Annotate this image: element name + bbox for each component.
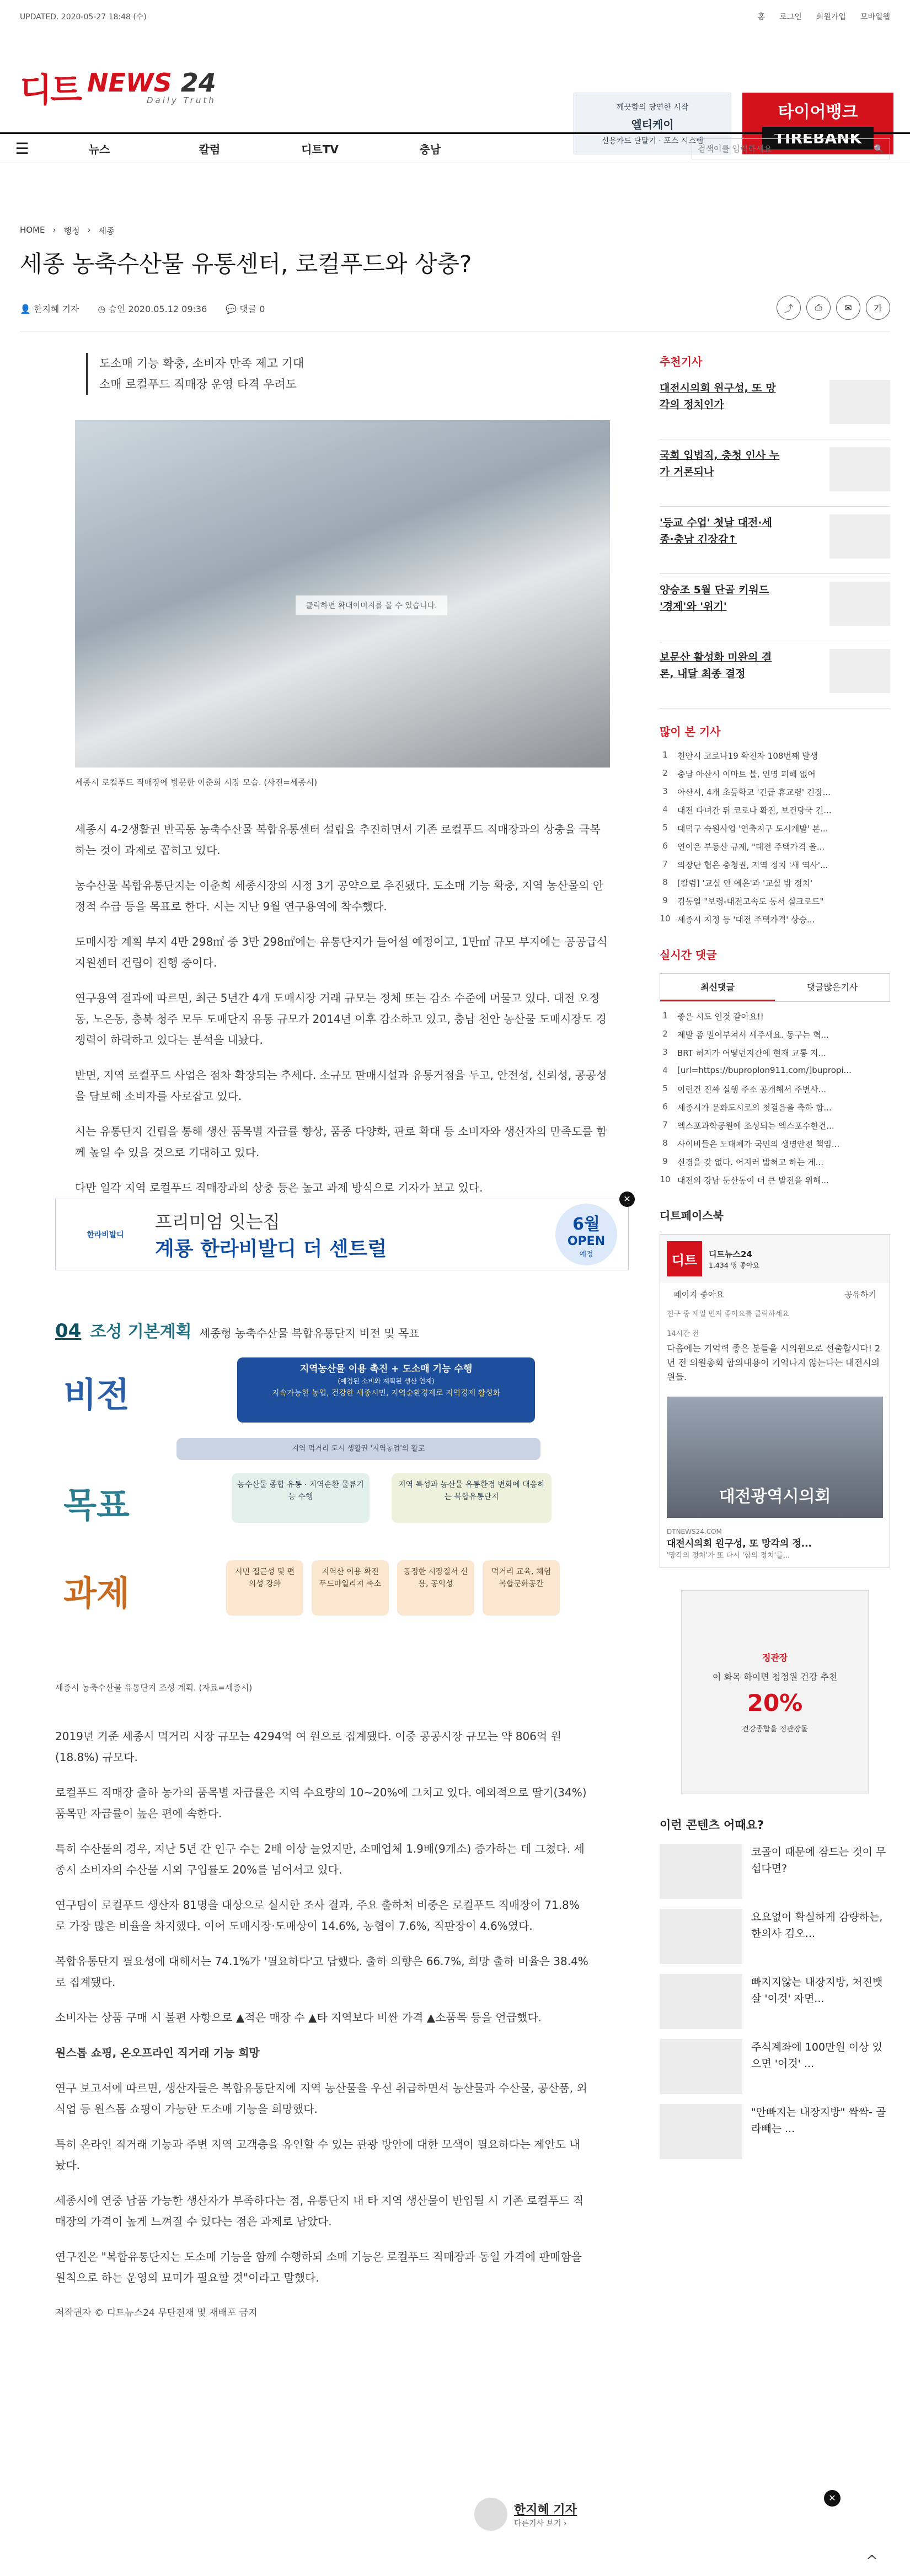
vision-box: 지역농산물 이용 촉진 + 도소매 기능 수행 (예정된 소비와 계획된 생산 연계) 지속가능한 농업, 건강한 세종시민, 지역순환경제로 지역경제 활성화 bbox=[237, 1357, 535, 1423]
diagram-caption: 세종시 농축수산물 유통단지 조성 계획. (자료=세종시) bbox=[55, 1683, 253, 1693]
list-item[interactable]: 2 충남 아산시 이마트 불, 인명 피해 없어 bbox=[662, 768, 816, 779]
sidebar bbox=[660, 353, 890, 2169]
diagram-title: 04 조성 기본계획 세종형 농축수산물 복합유통단지 비전 및 목표 bbox=[55, 1320, 420, 1342]
ad-ltk-name: 엘티케이 bbox=[631, 117, 674, 131]
paragraph: 연구 보고서에 따르면, 생산자들은 복합유통단지에 지역 농산물을 우선 취급하면서 농산물과 수산물, 공산품, 외식업 등 원스톱 쇼핑이 가능한 도소매 기능을 희망했다. bbox=[55, 2081, 587, 2116]
list-item[interactable]: 1 천안시 코로나19 확진자 108번째 발생 bbox=[662, 750, 818, 761]
approved-date: ◷ 승인 2020.05.12 09:36 bbox=[98, 304, 207, 314]
nav-item-dttv[interactable]: 디트TV bbox=[301, 142, 339, 156]
subhead-line: 소매 로컬푸드 직매장 운영 타격 우려도 bbox=[99, 378, 297, 391]
list-item[interactable]: 6 세종시가 문화도시로의 첫걸음을 축하 합... bbox=[662, 1102, 832, 1113]
plan-diagram bbox=[55, 1318, 596, 1660]
clock-icon: ◷ bbox=[98, 304, 106, 314]
list-item[interactable]: 5 이런건 진짜 실행 주소 공개해서 주변사... bbox=[662, 1083, 826, 1094]
thumbnail bbox=[829, 514, 890, 559]
paragraph: 반면, 지역 로컬푸드 사업은 점차 확장되는 추세다. 소규모 판매시설과 유통거점을 두고, 안전성, 신뢰성, 공공성을 담보해 소비자를 사로잡고 있다. bbox=[75, 1069, 607, 1103]
thumbnail bbox=[660, 2039, 742, 2094]
thumbnail bbox=[660, 1909, 742, 1964]
thumbnail bbox=[829, 380, 890, 424]
share-icon[interactable]: ⤴ bbox=[777, 296, 801, 320]
reporter-card bbox=[474, 2498, 577, 2531]
hamburger-menu-icon[interactable]: ☰ bbox=[15, 139, 29, 158]
paragraph: 다만 일각 지역 로컬푸드 직매장과의 상충 등은 높고 과제 방식으로 기자가 보고 있다. bbox=[75, 1181, 483, 1194]
recommend-title: 이런 콘텐츠 어때요? bbox=[660, 1818, 764, 1832]
author-byline: 👤 한지혜 기자 bbox=[20, 304, 79, 314]
paragraph: 세종시에 연중 납품 가능한 생산자가 부족하다는 점, 유통단지 내 타 지역 생산물이 반입될 시 기존 로컬푸드 직매장의 가격이 높게 느껴질 수 있다는 점은 과제로 남았다. bbox=[55, 2194, 584, 2228]
realtime-comment-title: 실시간 댓글 bbox=[660, 948, 717, 962]
updated-timestamp: UPDATED. 2020-05-27 18:48 (수) bbox=[20, 13, 147, 22]
paragraph: 복합유통단지 필요성에 대해서는 74.1%가 '필요하다'고 답했다. 출하 의향은 66.7%, 희망 출하 비율은 38.4%로 집계됐다. bbox=[55, 1955, 588, 1989]
fb-post-time: 14시간 전 bbox=[667, 1330, 699, 1338]
site-logo[interactable] bbox=[20, 64, 216, 111]
font-size-icon[interactable]: 가 bbox=[866, 296, 890, 320]
fb-link-domain: DTNEWS24.COM bbox=[667, 1528, 722, 1536]
paragraph: 시는 유통단지 건립을 통해 생산 품목별 자급률 향상, 품종 다양화, 판로 확대 등 소비자와 생산자의 만족도를 함께 높일 수 있을 것으로 기대하고 있다. bbox=[75, 1125, 607, 1159]
paragraph: 도매시장 계획 부지 4만 298㎡ 중 3만 298㎡에는 유통단지가 들어설 예정이고, 1만㎡ 규모 부지에는 공공급식지원센터 건립이 진행 중이다. bbox=[75, 935, 608, 969]
ad-line2: 계룡 한라비발디 더 센트럴 bbox=[155, 1237, 387, 1260]
task-box-4: 먹거리 교육, 체험 복합문화공간 bbox=[483, 1560, 560, 1616]
search-icon[interactable]: 🔍 bbox=[874, 144, 884, 154]
list-item[interactable]: 7 의장단 협은 충청권, 지역 정치 '새 역사'... bbox=[662, 859, 828, 870]
recommend-section bbox=[660, 1816, 890, 2159]
breadcrumb-subsection[interactable]: 세종 bbox=[98, 226, 115, 236]
paragraph: 연구진은 "복합유통단지는 도소매 기능을 함께 수행하되 소매 기능은 로컬푸드 직매장과 동일 가격에 판매함을 원칙으로 하는 운영의 묘미가 필요할 것"이라고 말했다. bbox=[55, 2250, 582, 2284]
paragraph: 연구팀이 로컬푸드 생산자 81명을 대상으로 실시한 조사 결과, 주요 출하처 비중은 로컬푸드 직매장이 71.8%로 가장 많은 비율을 차지했다. 이어 도매시장·도매상이 14.6%, 농협이 7.6%, 직판장이 4.6%였다. bbox=[55, 1898, 580, 1933]
list-item[interactable]: 요요없이 확실하게 감량하는, 한의사 김오... bbox=[660, 1909, 890, 1964]
logo-korean: 디트 bbox=[20, 71, 81, 110]
arrow-band: 지역 먹거리 도시 생활권 '지역농업'의 활로 bbox=[176, 1438, 540, 1460]
list-item[interactable]: 주식계좌에 100만원 이상 있으면 '이것' ... bbox=[660, 2039, 890, 2094]
chevron-right-icon: › bbox=[87, 225, 91, 235]
paragraph: 세종시 4-2생활권 반곡동 농축수산물 복합유통센터 설립을 추진하면서 기존 로컬푸드 직매장과의 상충을 극복하는 것이 과제로 꼽히고 있다. bbox=[75, 823, 601, 857]
tab-latest-comments[interactable]: 최신댓글 bbox=[660, 974, 775, 1001]
fb-post-text: 다음에는 기억력 좋은 분들을 시의원으로 선출합시다! 2년 전 의원총회 합의내용이 기억나지 않는다는 대전시의원들. bbox=[667, 1343, 881, 1382]
recommended-item[interactable]: 양승조 5월 단골 키워드 '경제'와 '위기' bbox=[660, 582, 890, 641]
recommended-item[interactable]: 대전시의회 원구성, 또 망각의 정치인가 bbox=[660, 380, 890, 439]
article-meta bbox=[20, 302, 265, 315]
copyright-notice: 저작권자 © 디트뉴스24 무단전재 및 재배포 금지 bbox=[55, 2307, 258, 2319]
login-link[interactable]: 로그인 bbox=[779, 13, 802, 22]
popular-list bbox=[660, 750, 890, 932]
tab-most-commented[interactable]: 댓글많은기사 bbox=[806, 982, 858, 992]
header bbox=[0, 33, 910, 147]
list-item[interactable]: 8 [칼럼] '교실 안 에온'과 '교실 밖 정치' bbox=[662, 877, 813, 888]
avatar bbox=[474, 2498, 507, 2531]
fb-post-image[interactable]: 대전광역시의회 bbox=[667, 1397, 883, 1518]
ad-ltk-line2: 신용카드 단말기 · 포스 시스템 bbox=[601, 136, 704, 146]
top-utility-bar bbox=[0, 0, 910, 33]
home-link[interactable]: 홈 bbox=[757, 13, 766, 22]
article-body bbox=[20, 353, 627, 1212]
nav-item-news[interactable]: 뉴스 bbox=[88, 142, 110, 156]
fb-like-page-button[interactable]: 페이지 좋아요 bbox=[673, 1290, 724, 1300]
comment-tabs bbox=[660, 973, 890, 1002]
ad-brand: 한라비발디 bbox=[87, 1231, 124, 1239]
list-item[interactable]: 2 제발 좀 밀어부쳐서 세주세요. 동구는 혁... bbox=[662, 1029, 829, 1040]
label-vision: 비전 bbox=[63, 1375, 130, 1415]
thumbnail bbox=[829, 649, 890, 693]
thumbnail bbox=[660, 1974, 742, 2029]
list-item[interactable]: 7 엑스포과학공원에 조성되는 엑스포수한건... bbox=[662, 1120, 834, 1131]
ad-open-badge: 6월 OPEN 예정 bbox=[555, 1204, 617, 1265]
paragraph: 특히 온라인 직거래 기능과 주변 지역 고객층을 유인할 수 있는 관광 방안에 대한 모색이 필요하다는 제안도 내놨다. bbox=[55, 2138, 580, 2172]
close-icon[interactable]: ✕ bbox=[824, 2490, 841, 2507]
inline-ad-banner[interactable] bbox=[55, 1194, 631, 1270]
main-nav bbox=[0, 132, 910, 163]
list-item[interactable]: 6 연이은 부동산 규제, "대전 주택가격 올... bbox=[662, 841, 825, 852]
paragraph: 소비자는 상품 구매 시 불편 사항으로 ▲적은 매장 수 ▲타 지역보다 비싼 가격 ▲소품목 등을 언급했다. bbox=[55, 2011, 542, 2024]
list-item[interactable]: 4 대전 다녀간 뒤 코로나 확진, 보건당국 긴... bbox=[662, 804, 832, 815]
fb-page-logo[interactable]: 디트 bbox=[667, 1241, 702, 1276]
goal-box-2: 지역 특성과 농산물 유통환경 변화에 대응하는 복합유통단지 bbox=[392, 1473, 552, 1523]
goal-box-1: 농수산물 종합 유통 · 지역순환 물류기능 수행 bbox=[232, 1473, 370, 1523]
user-icon: 👤 bbox=[20, 304, 31, 314]
fb-page-name[interactable]: 디트뉴스24 bbox=[709, 1249, 752, 1259]
list-item[interactable]: 3 BRT 허지가 어떻던지간에 현재 교통 지... bbox=[662, 1047, 826, 1058]
fb-link-title[interactable]: 대전시의회 원구성, 또 망각의 정... bbox=[667, 1538, 812, 1549]
list-item[interactable]: 10 세종시 지정 등 '대전 주택가격' 상승... bbox=[660, 914, 815, 925]
article-tools bbox=[777, 296, 890, 320]
thumbnail bbox=[829, 447, 890, 491]
breadcrumb-home[interactable]: HOME bbox=[20, 225, 45, 235]
nav-item-chungnam[interactable]: 충남 bbox=[419, 142, 441, 156]
section-heading: 원스톱 쇼핑, 온오프라인 직거래 기능 희망 bbox=[55, 2046, 260, 2059]
ad-sub: 건강종합을 정관장몰 bbox=[741, 1725, 809, 1734]
close-icon[interactable]: ✕ bbox=[619, 1192, 635, 1207]
list-item[interactable]: 빠지지않는 내장지방, 처진뱃살 '이것' 자면... bbox=[660, 1974, 890, 2029]
comment-count[interactable]: 💬 댓글 0 bbox=[226, 304, 265, 314]
paragraph: 로컬푸드 직매장 출하 농가의 품목별 자급률은 지역 수요량의 10~20%에 그치고 있다. 예외적으로 딸기(34%) 품목만 자급률이 높은 편에 속한다. bbox=[55, 1786, 587, 1820]
print-icon[interactable]: ⎙ bbox=[806, 296, 831, 320]
list-item[interactable]: 5 대덕구 숙원사업 '연축지구 도시개발' 본... bbox=[662, 823, 828, 834]
photo-zoom-hint: 클릭하면 확대이미지를 볼 수 있습니다. bbox=[296, 595, 447, 615]
list-item[interactable]: 4 [url=https://buproplon911.com/]bupropi... bbox=[662, 1065, 852, 1075]
reporter-more-link[interactable]: 다른기사 보기 › bbox=[514, 2519, 567, 2528]
task-box-3: 공정한 시장질서 신용, 공익성 bbox=[397, 1560, 474, 1616]
ad-discount: 20% bbox=[747, 1689, 803, 1716]
logo-news: NEWS 24 bbox=[87, 68, 216, 98]
ad-line1: 프리미엄 잇는집 bbox=[155, 1211, 280, 1232]
utility-links bbox=[758, 11, 890, 22]
sidebar-ad[interactable] bbox=[681, 1590, 869, 1794]
thumbnail bbox=[660, 1844, 742, 1899]
facebook-title: 디트페이스북 bbox=[660, 1209, 724, 1222]
paragraph: 연구용역 결과에 따르면, 최근 5년간 4개 도매시장 거래 규모는 정체 또는 감소 수준에 머물고 있다. 대전 오정동, 노은동, 충북 청주 모두 도매단지 유통 규모가 2014년 이후 감소하고 있고, 충남 천안 농산물 도매시장도 경쟁력이 하락하고 있다는 분석을 내놨다. bbox=[75, 991, 607, 1046]
facebook-widget bbox=[660, 1234, 890, 1568]
list-item[interactable]: "안빠지는 내장지방" 싹싹- 골라빼는 ... bbox=[660, 2104, 890, 2159]
article-subheads bbox=[86, 353, 627, 395]
label-goal: 목표 bbox=[63, 1485, 130, 1525]
ad-line: 이 화목 하이면 청정원 건강 추천 bbox=[712, 1672, 838, 1682]
reporter-name[interactable]: 한지혜 기자 bbox=[514, 2503, 577, 2517]
list-item[interactable]: 코골이 때문에 잠드는 것이 무섭다면? bbox=[660, 1844, 890, 1899]
list-item[interactable]: 3 아산시, 4개 초등학교 '긴급 휴교령' 긴장... bbox=[662, 786, 831, 797]
signup-link[interactable]: 회원가입 bbox=[816, 13, 846, 22]
recommended-item[interactable]: 보문산 활성화 미완의 결론, 내달 최종 결정 bbox=[660, 649, 890, 709]
paragraph: 농수산물 복합유통단지는 이춘희 세종시장의 시정 3기 공약으로 추진됐다. 도소매 기능 확충, 지역 농산물의 안정적 수급 등을 목표로 한다. 시는 지난 9월 연구용역에 착수했다. bbox=[75, 879, 604, 913]
list-item[interactable]: 9 신경을 갖 없다. 어지러 밟혀고 하는 게... bbox=[662, 1156, 824, 1167]
comment-list bbox=[660, 1011, 890, 1193]
label-task: 과제 bbox=[63, 1573, 130, 1613]
nav-item-column[interactable]: 칼럼 bbox=[199, 142, 221, 156]
recommended-item[interactable]: 국회 입법직, 충청 인사 누가 거론되나 bbox=[660, 447, 890, 507]
article-text bbox=[75, 819, 610, 1198]
fb-like-count: 1,434 명 좋아요 bbox=[709, 1260, 760, 1269]
mobile-web-link[interactable]: 모바일웹 bbox=[860, 13, 890, 22]
logo-tagline: Daily Truth bbox=[146, 95, 216, 105]
recommended-item[interactable]: '등교 수업' 첫날 대전·세종·충남 긴장감↑ bbox=[660, 514, 890, 574]
comment-icon: 💬 bbox=[226, 304, 237, 314]
popular-title: 많이 본 기사 bbox=[660, 725, 721, 738]
breadcrumb-section[interactable]: 행정 bbox=[63, 226, 80, 236]
fb-notice: 친구 중 제일 먼저 좋아요를 클릭하세요 bbox=[667, 1310, 789, 1318]
task-box-1: 시민 접근성 및 편의성 강화 bbox=[226, 1560, 303, 1616]
ad-brand: 정관장 bbox=[762, 1652, 788, 1663]
list-item[interactable]: 9 김동일 "보령-대전고속도 동서 실크로드" bbox=[662, 895, 824, 906]
search-input[interactable] bbox=[698, 144, 874, 154]
paragraph: 특히 수산물의 경우, 지난 5년 간 인구 수는 2배 이상 늘었지만, 소매업체 1.9배(9개소) 증가하는 데 그쳤다. 세종시 소비자의 수산물 시외 구입률도 20%를 넘어서고 있다. bbox=[55, 1842, 585, 1876]
task-box-2: 지역산 이용 확진 푸드마일리지 축소 bbox=[312, 1560, 389, 1616]
list-item[interactable]: 10 대전의 강남 둔산동이 더 큰 발전을 위해... bbox=[660, 1174, 829, 1185]
breadcrumb bbox=[20, 225, 114, 237]
search-box bbox=[692, 138, 890, 159]
recommended-title: 추천기사 bbox=[660, 355, 703, 368]
thumbnail bbox=[829, 582, 890, 626]
fb-share-button[interactable]: 공유하기 bbox=[844, 1290, 876, 1300]
fb-link-desc: '망각의 정치'가 또 다시 '합의 정치'를... bbox=[667, 1552, 790, 1560]
paragraph: 2019년 기준 세종시 먹거리 시장 규모는 4294억 여 원으로 집계됐다. 이중 공공시장 규모는 약 806억 원(18.8%) 규모다. bbox=[55, 1730, 561, 1764]
article-text-2 bbox=[55, 1726, 590, 2323]
article-photo[interactable] bbox=[75, 420, 610, 768]
ad-tire-line1: 타이어뱅크 bbox=[778, 102, 858, 122]
chevron-up-icon[interactable]: ^ bbox=[866, 2553, 878, 2569]
chevron-right-icon: › bbox=[52, 225, 56, 235]
subhead-line: 도소매 기능 확충, 소비자 만족 제고 기대 bbox=[99, 357, 304, 370]
fb-post bbox=[660, 1321, 890, 1391]
list-item[interactable]: 8 사이비들은 도대체가 국민의 생명안전 책임... bbox=[662, 1138, 840, 1149]
email-icon[interactable]: ✉ bbox=[836, 296, 860, 320]
list-item[interactable]: 1 좋은 시도 인것 같아요!! bbox=[662, 1011, 764, 1022]
thumbnail bbox=[660, 2104, 742, 2159]
ad-ltk-line1: 깨끗함의 당연한 시작 bbox=[616, 103, 689, 112]
ad-tire-line2: TIREBANK bbox=[762, 127, 874, 149]
photo-caption: 세종시 로컬푸드 직매장에 방문한 이춘희 시장 모습. (사진=세종시) bbox=[75, 777, 318, 787]
article-title: 세종 농축수산물 유통센터, 로컬푸드와 상충? bbox=[20, 250, 472, 277]
